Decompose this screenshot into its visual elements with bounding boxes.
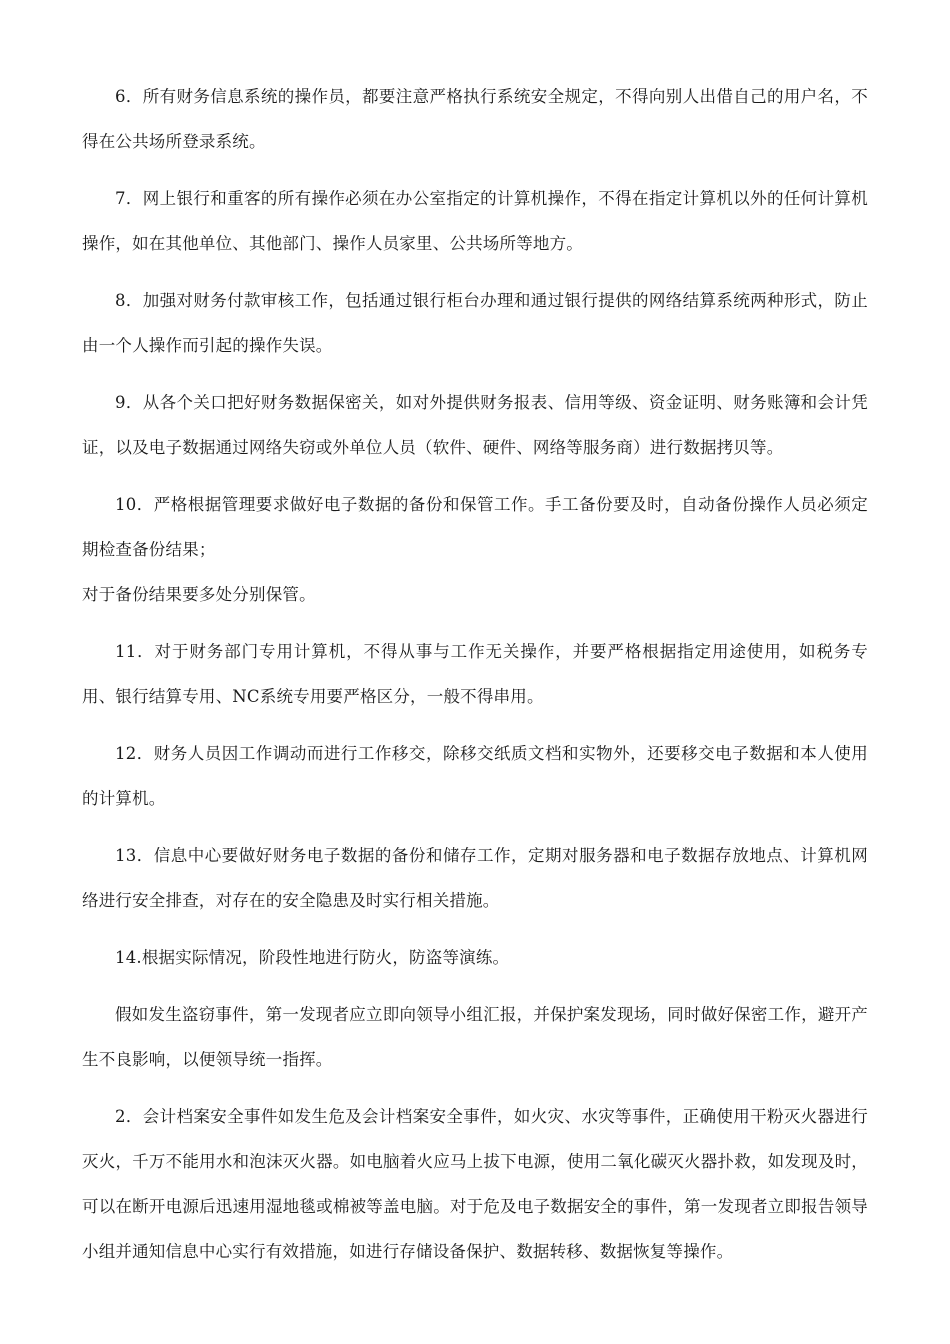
paragraph-item-14: 14.根据实际情况，阶段性地进行防火，防盗等演练。	[115, 948, 510, 967]
paragraph-archive-safety: 2．会计档案安全事件如发生危及会计档案安全事件，如火灾、水灾等事件，正确使用干粉灭火器进行灭火，千万不能用水和泡沫灭火器。如电脑着火应马上拔下电源，使用二氧化碳灭火器扑救，如发现及时，可以在断开电源后迅速用湿地毯或棉被等盖电脑。对于危及电子数据安全的事件，第一发现者立即报告领导小组并通知信息中心实行有效措施，如进行存储设备保护、数据转移、数据恢复等操作。	[82, 1107, 868, 1261]
paragraph-item-13: 13．信息中心要做好财务电子数据的备份和储存工作，定期对服务器和电子数据存放地点、计算机网络进行安全排查，对存在的安全隐患及时实行相关措施。	[82, 846, 868, 910]
paragraph-item-9: 9．从各个关口把好财务数据保密关，如对外提供财务报表、信用等级、资金证明、财务账簿和会计凭证，以及电子数据通过网络失窃或外单位人员（软件、硬件、网络等服务商）进行数据拷贝等。	[82, 393, 868, 457]
paragraph-theft-incident: 假如发生盗窃事件，第一发现者应立即向领导小组汇报，并保护案发现场，同时做好保密工作，避开产生不良影响，以便领导统一指挥。	[82, 1005, 868, 1069]
paragraph-item-10: 10．严格根据管理要求做好电子数据的备份和保管工作。手工备份要及时，自动备份操作人员必须定期检查备份结果；	[82, 495, 868, 559]
paragraph-item-8: 8．加强对财务付款审核工作，包括通过银行柜台办理和通过银行提供的网络结算系统两种形式，防止由一个人操作而引起的操作失误。	[82, 291, 868, 355]
paragraph-item-11: 11．对于财务部门专用计算机，不得从事与工作无关操作，并要严格根据指定用途使用，如税务专用、银行结算专用、NC系统专用要严格区分，一般不得串用。	[82, 642, 868, 706]
paragraph-item-7: 7．网上银行和重客的所有操作必须在办公室指定的计算机操作，不得在指定计算机以外的任何计算机操作，如在其他单位、其他部门、操作人员家里、公共场所等地方。	[82, 189, 868, 253]
paragraph-item-6: 6．所有财务信息系统的操作员，都要注意严格执行系统安全规定，不得向别人出借自己的用户名，不得在公共场所登录系统。	[82, 87, 868, 151]
document-body	[82, 74, 868, 1286]
paragraph-item-10-continued: 对于备份结果要多处分别保管。	[82, 585, 316, 604]
paragraph-item-12: 12．财务人员因工作调动而进行工作移交，除移交纸质文档和实物外，还要移交电子数据和本人使用的计算机。	[82, 744, 868, 808]
